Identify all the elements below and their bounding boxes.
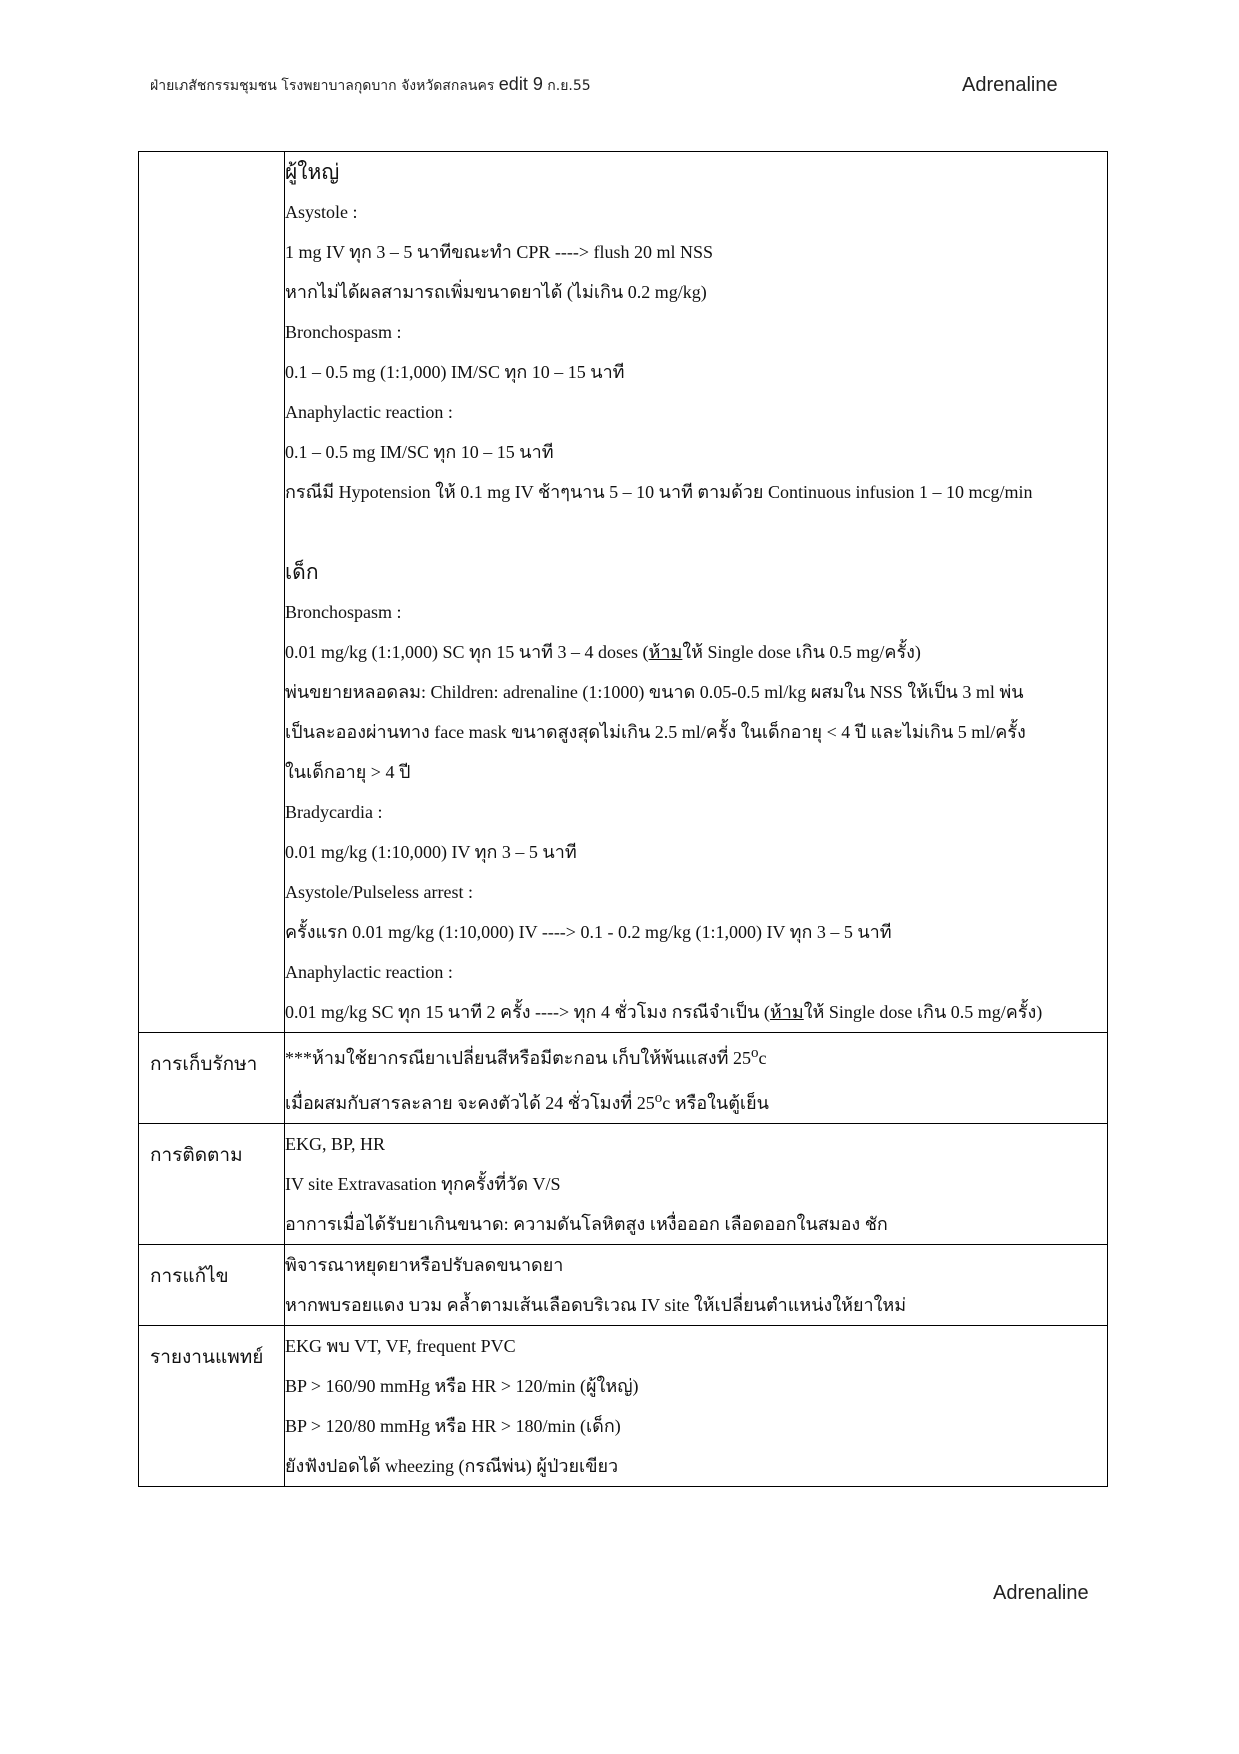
adult-line: หากไม่ได้ผลสามารถเพิ่มขนาดยาได้ (ไม่เกิน 0.2 mg/kg) bbox=[285, 282, 707, 302]
report-line: EKG พบ VT, VF, frequent PVC bbox=[285, 1336, 516, 1356]
child-nebulize-line: ในเด็กอายุ > 4 ปี bbox=[285, 762, 411, 782]
storage-line: ***ห้ามใช้ยากรณียาเปลี่ยนสีหรือมีตะกอน เก็บให้พ้นแสงที่ 25$^o$c bbox=[285, 1045, 767, 1068]
storage-content-cell bbox=[285, 1033, 1108, 1124]
degree-symbol: o bbox=[654, 1090, 663, 1106]
page-header-title: Adrenaline bbox=[962, 74, 1058, 96]
correction-label: การแก้ไข bbox=[150, 1266, 229, 1287]
child-asystole-title: Asystole/Pulseless arrest : bbox=[285, 882, 473, 902]
dosage-label-cell bbox=[139, 152, 285, 1033]
storage-label: การเก็บรักษา bbox=[150, 1054, 258, 1075]
child-heading: เด็ก bbox=[285, 560, 319, 584]
adult-line: กรณีมี Hypotension ให้ 0.1 mg IV ช้าๆนาน 5 – 10 นาที ตามด้วย Continuous infusion 1 – 10 mcg/min bbox=[285, 482, 1033, 502]
child-anaphylaxis-title: Anaphylactic reaction : bbox=[285, 962, 453, 982]
table-row-report bbox=[139, 1326, 1108, 1487]
report-line: BP > 160/90 mmHg หรือ HR > 120/min (ผู้ใหญ่) bbox=[285, 1376, 639, 1396]
report-line: BP > 120/80 mmHg หรือ HR > 180/min (เด็ก) bbox=[285, 1416, 621, 1436]
dosage-content-cell bbox=[285, 152, 1108, 1033]
child-bradycardia-title: Bradycardia : bbox=[285, 802, 383, 822]
child-asystole-dose: ครั้งแรก 0.01 mg/kg (1:10,000) IV ----> 0.1 - 0.2 mg/kg (1:1,000) IV ทุก 3 – 5 นาที bbox=[285, 922, 892, 942]
correction-line: พิจารณาหยุดยาหรือปรับลดขนาดยา bbox=[285, 1255, 564, 1275]
adult-line: 0.1 – 0.5 mg (1:1,000) IM/SC ทุก 10 – 15 นาที bbox=[285, 362, 625, 382]
page-footer-title: Adrenaline bbox=[993, 1582, 1089, 1604]
correction-line: หากพบรอยแดง บวม คล้ำตามเส้นเลือดบริเวณ IV site ให้เปลี่ยนตำแหน่งให้ยาใหม่ bbox=[285, 1295, 907, 1315]
page-header-institution bbox=[150, 74, 591, 97]
institution-name: ฝ่ายเภสัชกรรมชุมชน โรงพยาบาลกุดบาก จังหวัดสกลนคร bbox=[150, 78, 495, 94]
correction-label-cell bbox=[139, 1245, 285, 1326]
drug-info-table bbox=[138, 151, 1108, 1487]
adult-line: Bronchospasm : bbox=[285, 322, 402, 342]
storage-line: เมื่อผสมกับสารละลาย จะคงตัวได้ 24 ชั่วโมงที่ 25$^o$c หรือในตู้เย็น bbox=[285, 1090, 769, 1113]
child-bronchospasm-dose: 0.01 mg/kg (1:1,000) SC ทุก 15 นาที 3 – 4 doses (ห้ามให้ Single dose เกิน 0.5 mg/ครั้ง) bbox=[285, 642, 921, 662]
child-bradycardia-dose: 0.01 mg/kg (1:10,000) IV ทุก 3 – 5 นาที bbox=[285, 842, 577, 862]
monitoring-content-cell bbox=[285, 1124, 1108, 1245]
report-label: รายงานแพทย์ bbox=[150, 1347, 264, 1368]
monitoring-line: อาการเมื่อได้รับยาเกินขนาด: ความดันโลหิตสูง เหงื่อออก เลือดออกในสมอง ชัก bbox=[285, 1214, 888, 1234]
degree-symbol: o bbox=[751, 1045, 759, 1061]
table-row-dosage bbox=[139, 152, 1108, 1033]
adult-line: 1 mg IV ทุก 3 – 5 นาทีขณะทำ CPR ----> flush 20 ml NSS bbox=[285, 242, 714, 262]
storage-label-cell bbox=[139, 1033, 285, 1124]
adult-line: Asystole : bbox=[285, 202, 358, 222]
monitoring-label: การติดตาม bbox=[150, 1145, 243, 1166]
table-row-storage bbox=[139, 1033, 1108, 1124]
monitoring-line: IV site Extravasation ทุกครั้งที่วัด V/S bbox=[285, 1174, 561, 1194]
adult-line: Anaphylactic reaction : bbox=[285, 402, 453, 422]
spacer bbox=[285, 512, 1107, 552]
adult-heading: ผู้ใหญ่ bbox=[285, 160, 340, 184]
adult-line: 0.1 – 0.5 mg IM/SC ทุก 10 – 15 นาที bbox=[285, 442, 554, 462]
monitoring-label-cell bbox=[139, 1124, 285, 1245]
child-nebulize-line: พ่นขยายหลอดลม: Children: adrenaline (1:1000) ขนาด 0.05-0.5 ml/kg ผสมใน NSS ให้เป็น 3 ml พ่น bbox=[285, 682, 1024, 702]
report-label-cell bbox=[139, 1326, 285, 1487]
report-content-cell bbox=[285, 1326, 1108, 1487]
edit-date: ก.ย.55 bbox=[547, 78, 591, 94]
forbid-word: ห้าม bbox=[648, 642, 683, 662]
child-anaphylaxis-dose: 0.01 mg/kg SC ทุก 15 นาที 2 ครั้ง ----> ทุก 4 ชั่วโมง กรณีจำเป็น (ห้ามให้ Single dose เกิน 0.5 mg/ครั้ง) bbox=[285, 1002, 1043, 1022]
report-line: ยังฟังปอดได้ wheezing (กรณีพ่น) ผู้ป่วยเขียว bbox=[285, 1456, 619, 1476]
monitoring-line: EKG, BP, HR bbox=[285, 1134, 386, 1154]
edit-version: edit 9 bbox=[498, 74, 543, 94]
table-row-correction bbox=[139, 1245, 1108, 1326]
table-row-monitoring bbox=[139, 1124, 1108, 1245]
correction-content-cell bbox=[285, 1245, 1108, 1326]
child-bronchospasm-title: Bronchospasm : bbox=[285, 602, 402, 622]
child-nebulize-line: เป็นละอองผ่านทาง face mask ขนาดสูงสุดไม่เกิน 2.5 ml/ครั้ง ในเด็กอายุ < 4 ปี และไม่เกิน 5 ml/ครั้ง bbox=[285, 722, 1026, 742]
forbid-word: ห้าม bbox=[769, 1002, 804, 1022]
